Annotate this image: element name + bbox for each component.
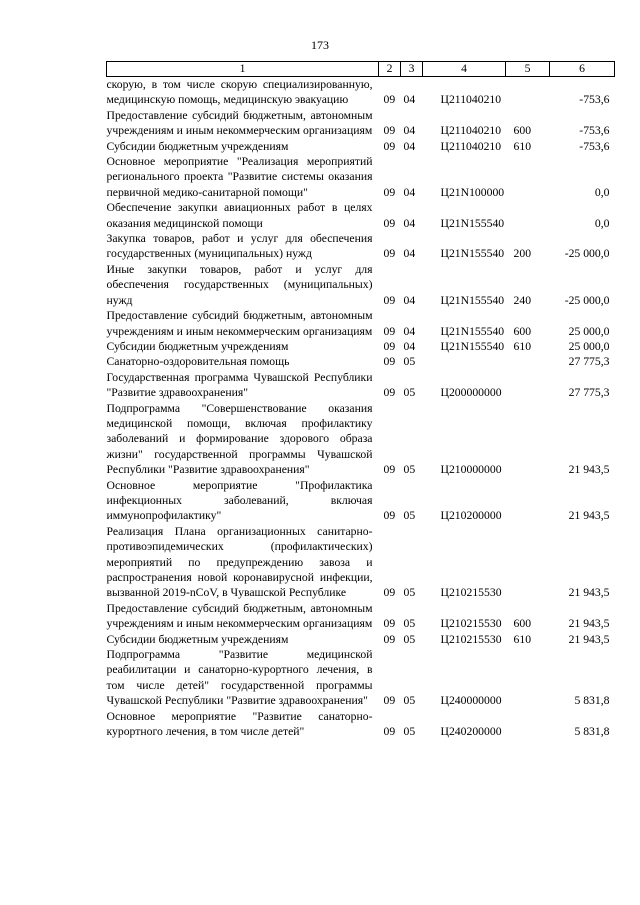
- row-target-code: Ц200000000: [440, 386, 502, 400]
- row-amount: -753,6: [579, 124, 610, 138]
- page-number: 173: [311, 38, 329, 52]
- row-section: 09: [383, 247, 396, 261]
- table-row: [107, 308, 615, 339]
- row-name: Субсидии бюджетным учреждениям: [106, 339, 289, 353]
- row-target-code: Ц210000000: [440, 463, 502, 477]
- table-row: [107, 401, 615, 478]
- header-col-4: 4: [423, 62, 506, 77]
- row-subsection: 04: [403, 293, 416, 307]
- row-amount: -753,6: [579, 139, 610, 153]
- row-name: Иные закупки товаров, работ и услуг для обеспечения государственных (муниципальных) нужд: [106, 262, 373, 307]
- row-subsection: 05: [403, 617, 416, 631]
- row-expense-type: 240: [513, 293, 532, 307]
- row-subsection: 04: [403, 339, 416, 353]
- row-name: Санаторно-оздоровительная помощь: [106, 355, 290, 369]
- row-section: 09: [383, 324, 396, 338]
- row-subsection: 05: [403, 463, 416, 477]
- row-target-code: Ц21N155540: [440, 247, 505, 261]
- row-amount: 21 943,5: [568, 586, 610, 600]
- row-section: 09: [383, 694, 396, 708]
- row-subsection: 04: [403, 324, 416, 338]
- row-target-code: Ц21N155540: [440, 324, 505, 338]
- table-row: [107, 262, 615, 308]
- row-section: 09: [383, 632, 396, 646]
- row-amount: 5 831,8: [574, 694, 610, 708]
- row-name: Предоставление субсидий бюджетным, автономным учреждениям и иным некоммерческим организациям: [106, 108, 373, 138]
- row-expense-type: [506, 478, 550, 524]
- row-subsection: 05: [403, 632, 416, 646]
- row-amount: 21 943,5: [568, 509, 610, 523]
- row-subsection: 05: [403, 386, 416, 400]
- header-col-3: 3: [401, 62, 423, 77]
- row-expense-type: [506, 401, 550, 478]
- row-expense-type: [506, 200, 550, 231]
- row-section: 09: [383, 185, 396, 199]
- row-subsection: 05: [403, 725, 416, 739]
- row-name: Подпрограмма "Развитие медицинской реабилитации и санаторно-курортного лечения, в том числе детей" государственной программы Чувашской Республики "Развитие здравоохранения": [106, 648, 373, 708]
- row-target-code: Ц240200000: [440, 725, 502, 739]
- row-amount: 21 943,5: [568, 463, 610, 477]
- row-expense-type: 610: [513, 139, 532, 153]
- row-name: Обеспечение закупки авиационных работ в целях оказания медицинской помощи: [106, 201, 373, 230]
- row-amount: 27 775,3: [568, 355, 610, 369]
- row-target-code: Ц240000000: [440, 694, 502, 708]
- row-name: Государственная программа Чувашской Республики "Развитие здравоохранения": [106, 370, 373, 400]
- row-name: Основное мероприятие "Развитие санаторно-курортного лечения, в том числе детей": [106, 709, 373, 739]
- table-header-row: [107, 62, 615, 77]
- row-name: Основное мероприятие "Реализация мероприятий регионального проекта "Развитие системы оказания первичной медико-санитарной помощи": [106, 155, 373, 199]
- table-row: [107, 632, 615, 647]
- row-name: Основное мероприятие "Профилактика инфекционных заболеваний, включая иммунопрофилактику": [106, 478, 373, 523]
- table-row: [107, 601, 615, 632]
- row-section: 09: [383, 124, 396, 138]
- row-expense-type: [506, 709, 550, 740]
- header-col-5: 5: [506, 62, 550, 77]
- row-name: Субсидии бюджетным учреждениям: [106, 632, 289, 646]
- row-target-code: Ц210215530: [440, 586, 502, 600]
- row-expense-type: [506, 354, 550, 369]
- row-target-code: Ц210200000: [440, 509, 502, 523]
- table-row: [107, 524, 615, 601]
- table-row: [107, 709, 615, 740]
- row-amount: 21 943,5: [568, 617, 610, 631]
- row-expense-type: 600: [513, 617, 532, 631]
- row-target-code: Ц211040210: [440, 124, 502, 138]
- row-subsection: 04: [403, 139, 416, 153]
- row-subsection: 04: [403, 216, 416, 230]
- row-expense-type: [506, 370, 550, 401]
- row-subsection: 04: [403, 124, 416, 138]
- row-amount: 27 775,3: [568, 386, 610, 400]
- row-target-code: Ц21N155540: [440, 339, 505, 353]
- row-section: 09: [383, 339, 396, 353]
- row-target-code: Ц21N100000: [440, 185, 505, 199]
- table-row: [107, 478, 615, 524]
- table-row: [107, 354, 615, 369]
- table-row: [107, 200, 615, 231]
- row-name: Закупка товаров, работ и услуг для обеспечения государственных (муниципальных) нужд: [106, 232, 373, 261]
- row-section: 09: [383, 216, 396, 230]
- row-expense-type: 200: [513, 247, 532, 261]
- row-name: скорую, в том числе скорую специализированную, медицинскую помощь, медицинскую эвакуацию: [106, 78, 373, 107]
- row-target-code: Ц210215530: [440, 617, 502, 631]
- row-section: 09: [383, 725, 396, 739]
- row-subsection: 04: [403, 247, 416, 261]
- row-name: Реализация Плана организационных санитарно-противоэпидемических (профилактических) мероприятий по предупреждению завоза и распространения новой коронавирусной инфекции, вызванной 2019-nCoV, в Чувашской Республике: [106, 524, 373, 600]
- row-expense-type: 600: [513, 324, 532, 338]
- row-section: 09: [383, 617, 396, 631]
- table-row: [107, 77, 615, 108]
- row-subsection: 05: [403, 694, 416, 708]
- row-amount: 5 831,8: [574, 725, 610, 739]
- table-row: [107, 108, 615, 139]
- row-section: 09: [383, 293, 396, 307]
- row-amount: 0,0: [594, 216, 610, 230]
- row-name: Субсидии бюджетным учреждениям: [106, 139, 289, 153]
- header-col-2: 2: [379, 62, 401, 77]
- table-row: [107, 139, 615, 154]
- row-expense-type: 600: [513, 124, 532, 138]
- row-section: 09: [383, 386, 396, 400]
- row-name: Предоставление субсидий бюджетным, автономным учреждениям и иным некоммерческим организациям: [106, 309, 373, 338]
- row-target-code: Ц211040210: [440, 93, 502, 107]
- table-row: [107, 647, 615, 709]
- row-amount: -753,6: [579, 93, 610, 107]
- row-section: 09: [383, 509, 396, 523]
- row-amount: 25 000,0: [568, 339, 610, 353]
- row-amount: 21 943,5: [568, 632, 610, 646]
- row-target-code: Ц211040210: [440, 139, 502, 153]
- row-target-code: Ц21N155540: [440, 216, 505, 230]
- row-section: 09: [383, 586, 396, 600]
- row-amount: -25 000,0: [564, 247, 610, 261]
- row-target-code: [423, 354, 506, 369]
- row-subsection: 04: [403, 185, 416, 199]
- row-section: 09: [383, 355, 396, 369]
- row-section: 09: [383, 139, 396, 153]
- row-expense-type: [506, 524, 550, 601]
- row-target-code: Ц21N155540: [440, 293, 505, 307]
- header-col-1: 1: [107, 62, 379, 77]
- row-expense-type: [506, 647, 550, 709]
- row-name: Подпрограмма "Совершенствование оказания медицинской помощи, включая профилактику заболеваний и формирование здорового образа жизни" государственной программы Чувашской Республики "Развитие здравоохранения": [106, 401, 373, 477]
- table-row: [107, 154, 615, 200]
- table-row: [107, 339, 615, 354]
- table-row: [107, 231, 615, 262]
- row-section: 09: [383, 93, 396, 107]
- row-amount: 25 000,0: [568, 324, 610, 338]
- row-subsection: 05: [403, 509, 416, 523]
- row-expense-type: [506, 77, 550, 108]
- row-subsection: 05: [403, 586, 416, 600]
- header-col-6: 6: [550, 62, 615, 77]
- row-target-code: Ц210215530: [440, 632, 502, 646]
- row-expense-type: [506, 154, 550, 200]
- row-subsection: 05: [403, 355, 416, 369]
- row-name: Предоставление субсидий бюджетным, автономным учреждениям и иным некоммерческим организациям: [106, 601, 373, 631]
- row-subsection: 04: [403, 93, 416, 107]
- row-expense-type: 610: [513, 339, 532, 353]
- row-section: 09: [383, 463, 396, 477]
- row-amount: -25 000,0: [564, 293, 610, 307]
- table-row: [107, 370, 615, 401]
- row-amount: 0,0: [594, 185, 610, 199]
- row-expense-type: 610: [513, 632, 532, 646]
- budget-table: [106, 61, 615, 739]
